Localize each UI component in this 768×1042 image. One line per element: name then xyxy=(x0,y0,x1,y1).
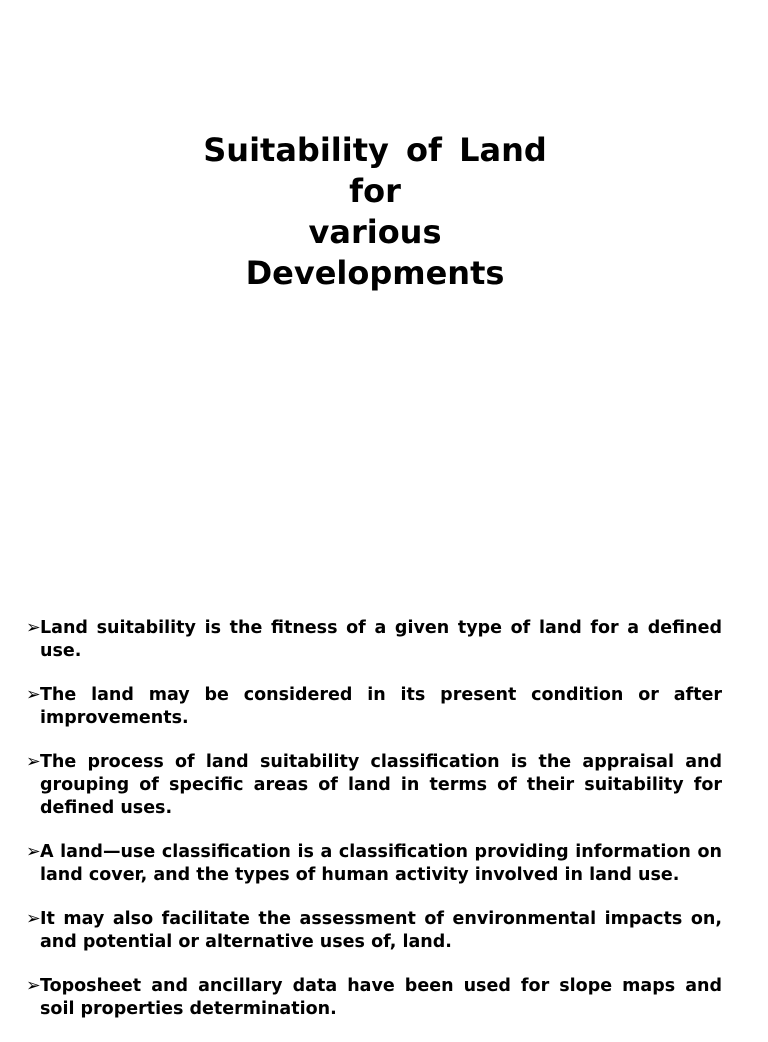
bullet-item xyxy=(26,975,722,1021)
bullet-text: The process of land suitability classification is the appraisal and grouping of specific areas of land in terms of their suitability for defined uses. xyxy=(40,752,722,818)
arrow-bullet-icon: ➢ xyxy=(26,842,41,862)
bullet-item xyxy=(26,841,722,887)
arrow-bullet-icon: ➢ xyxy=(26,752,41,772)
title-line-1: Suitability of Land xyxy=(203,131,547,169)
bullet-item xyxy=(26,751,722,820)
bullet-text: Land suitability is the fitness of a given type of land for a defined use. xyxy=(40,618,722,661)
arrow-bullet-icon: ➢ xyxy=(26,685,41,705)
arrow-bullet-icon: ➢ xyxy=(26,909,41,929)
bullet-item xyxy=(26,908,722,954)
arrow-bullet-icon: ➢ xyxy=(26,976,41,996)
title-line-3: various xyxy=(308,213,442,251)
bullet-text: It may also facilitate the assessment of environmental impacts on, and potential or alternative uses of, land. xyxy=(40,909,722,952)
slide-title xyxy=(0,130,750,294)
bullet-text: The land may be considered in its present condition or after improvements. xyxy=(40,685,722,728)
bullet-list xyxy=(26,617,722,1042)
bullet-item xyxy=(26,684,722,730)
title-line-4: Developments xyxy=(245,254,505,292)
bullet-item xyxy=(26,617,722,663)
bullet-text: Toposheet and ancillary data have been used for slope maps and soil properties determination. xyxy=(40,976,722,1019)
title-line-2: for xyxy=(349,172,401,210)
arrow-bullet-icon: ➢ xyxy=(26,618,41,638)
bullet-text: A land—use classification is a classification providing information on land cover, and the types of human activity involved in land use. xyxy=(40,842,722,885)
